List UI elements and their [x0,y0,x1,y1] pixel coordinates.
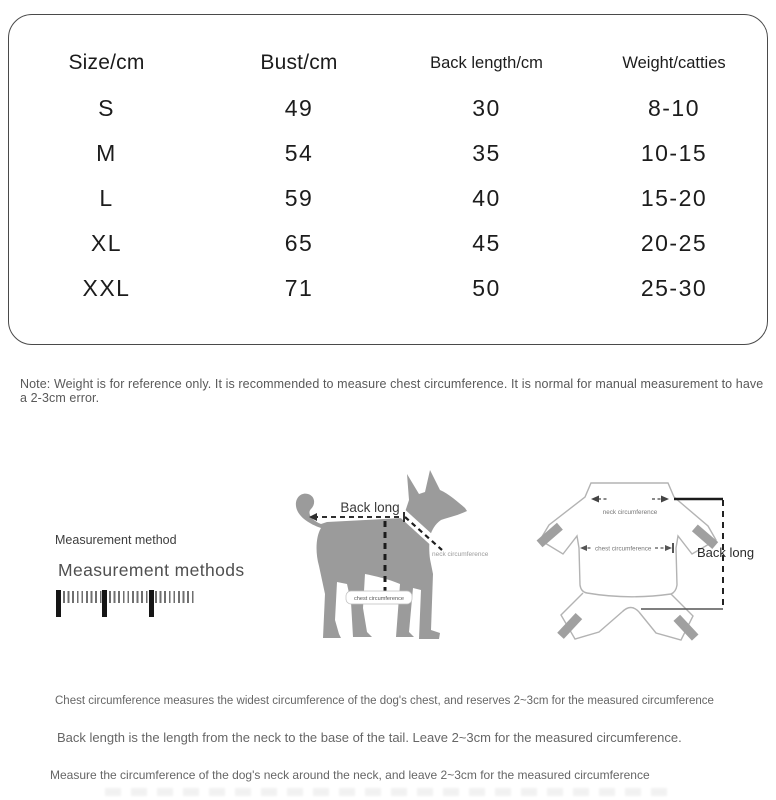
cell-size-xl: XL [90,230,123,256]
cell-size-l: L [99,185,114,211]
garment-chest-circumference-label: chest circumference [595,545,652,553]
cell-bust-l: 59 [284,185,314,211]
size-table-grid [9,41,767,311]
cell-back-s: 30 [472,95,501,121]
size-table [8,14,768,345]
instruction-chest: Chest circumference measures the widest circumference of the dog's chest, and reserves 2~3cm for the measured circumference [55,695,714,707]
dog-chest-circumference-label: chest circumference [353,596,405,602]
garment-measurement-diagram [535,455,770,660]
cell-back-m: 35 [472,140,501,166]
garment-cuffs [537,523,719,641]
cell-size-m: M [96,140,117,166]
col-header-size: Size/cm [68,51,145,74]
ruler-major-mark [149,590,154,617]
garment-neck-measure-arrows [591,496,669,503]
weight-reference-note: Note: Weight is for reference only. It is recommended to measure chest circumference. It is normal for manual measurement to have a 2-3cm error. [20,377,764,405]
ruler-tick-marks [63,591,195,603]
cropped-faded-text [105,788,670,796]
cell-bust-xl: 65 [284,230,314,256]
instruction-neck: Measure the circumference of the dog's neck around the neck, and leave 2~3cm for the measured circumference [50,768,650,782]
cell-weight-s: 8-10 [647,95,701,121]
garment-left-leg-outline [561,593,622,639]
cell-size-xxl: XXL [82,275,131,301]
ruler-icon [56,590,196,618]
dog-back-long-label: Back long [340,500,400,515]
cell-weight-m: 10-15 [640,140,708,166]
col-header-weight: Weight/catties [622,53,726,72]
dog-chest-circumference-badge [346,591,412,604]
ruler-major-mark [56,590,61,617]
dog-neck-circumference-label: neck circumference [432,551,489,558]
cell-bust-s: 49 [284,95,314,121]
cell-back-l: 40 [472,185,501,211]
cell-bust-xxl: 71 [284,275,314,301]
col-header-back-length: Back length/cm [430,53,543,72]
dog-measurement-diagram [283,462,503,652]
cell-bust-m: 54 [284,140,314,166]
col-header-bust: Bust/cm [260,51,338,74]
cell-size-s: S [98,95,115,121]
ruler-major-mark [102,590,107,617]
instruction-back: Back length is the length from the neck to the base of the tail. Leave 2~3cm for the measured circumference. [57,730,682,745]
measurement-method-caption: Measurement method [55,533,177,547]
cell-weight-xxl: 25-30 [640,275,708,301]
cell-back-xl: 45 [472,230,501,256]
cell-back-xxl: 50 [472,275,501,301]
cell-weight-l: 15-20 [640,185,708,211]
measurement-methods-title: Measurement methods [58,560,245,580]
garment-back-long-label: Back long [697,545,755,560]
garment-neck-circumference-label: neck circumference [602,509,658,516]
garment-leg-notch [622,608,639,613]
cell-weight-xl: 20-25 [640,230,708,256]
